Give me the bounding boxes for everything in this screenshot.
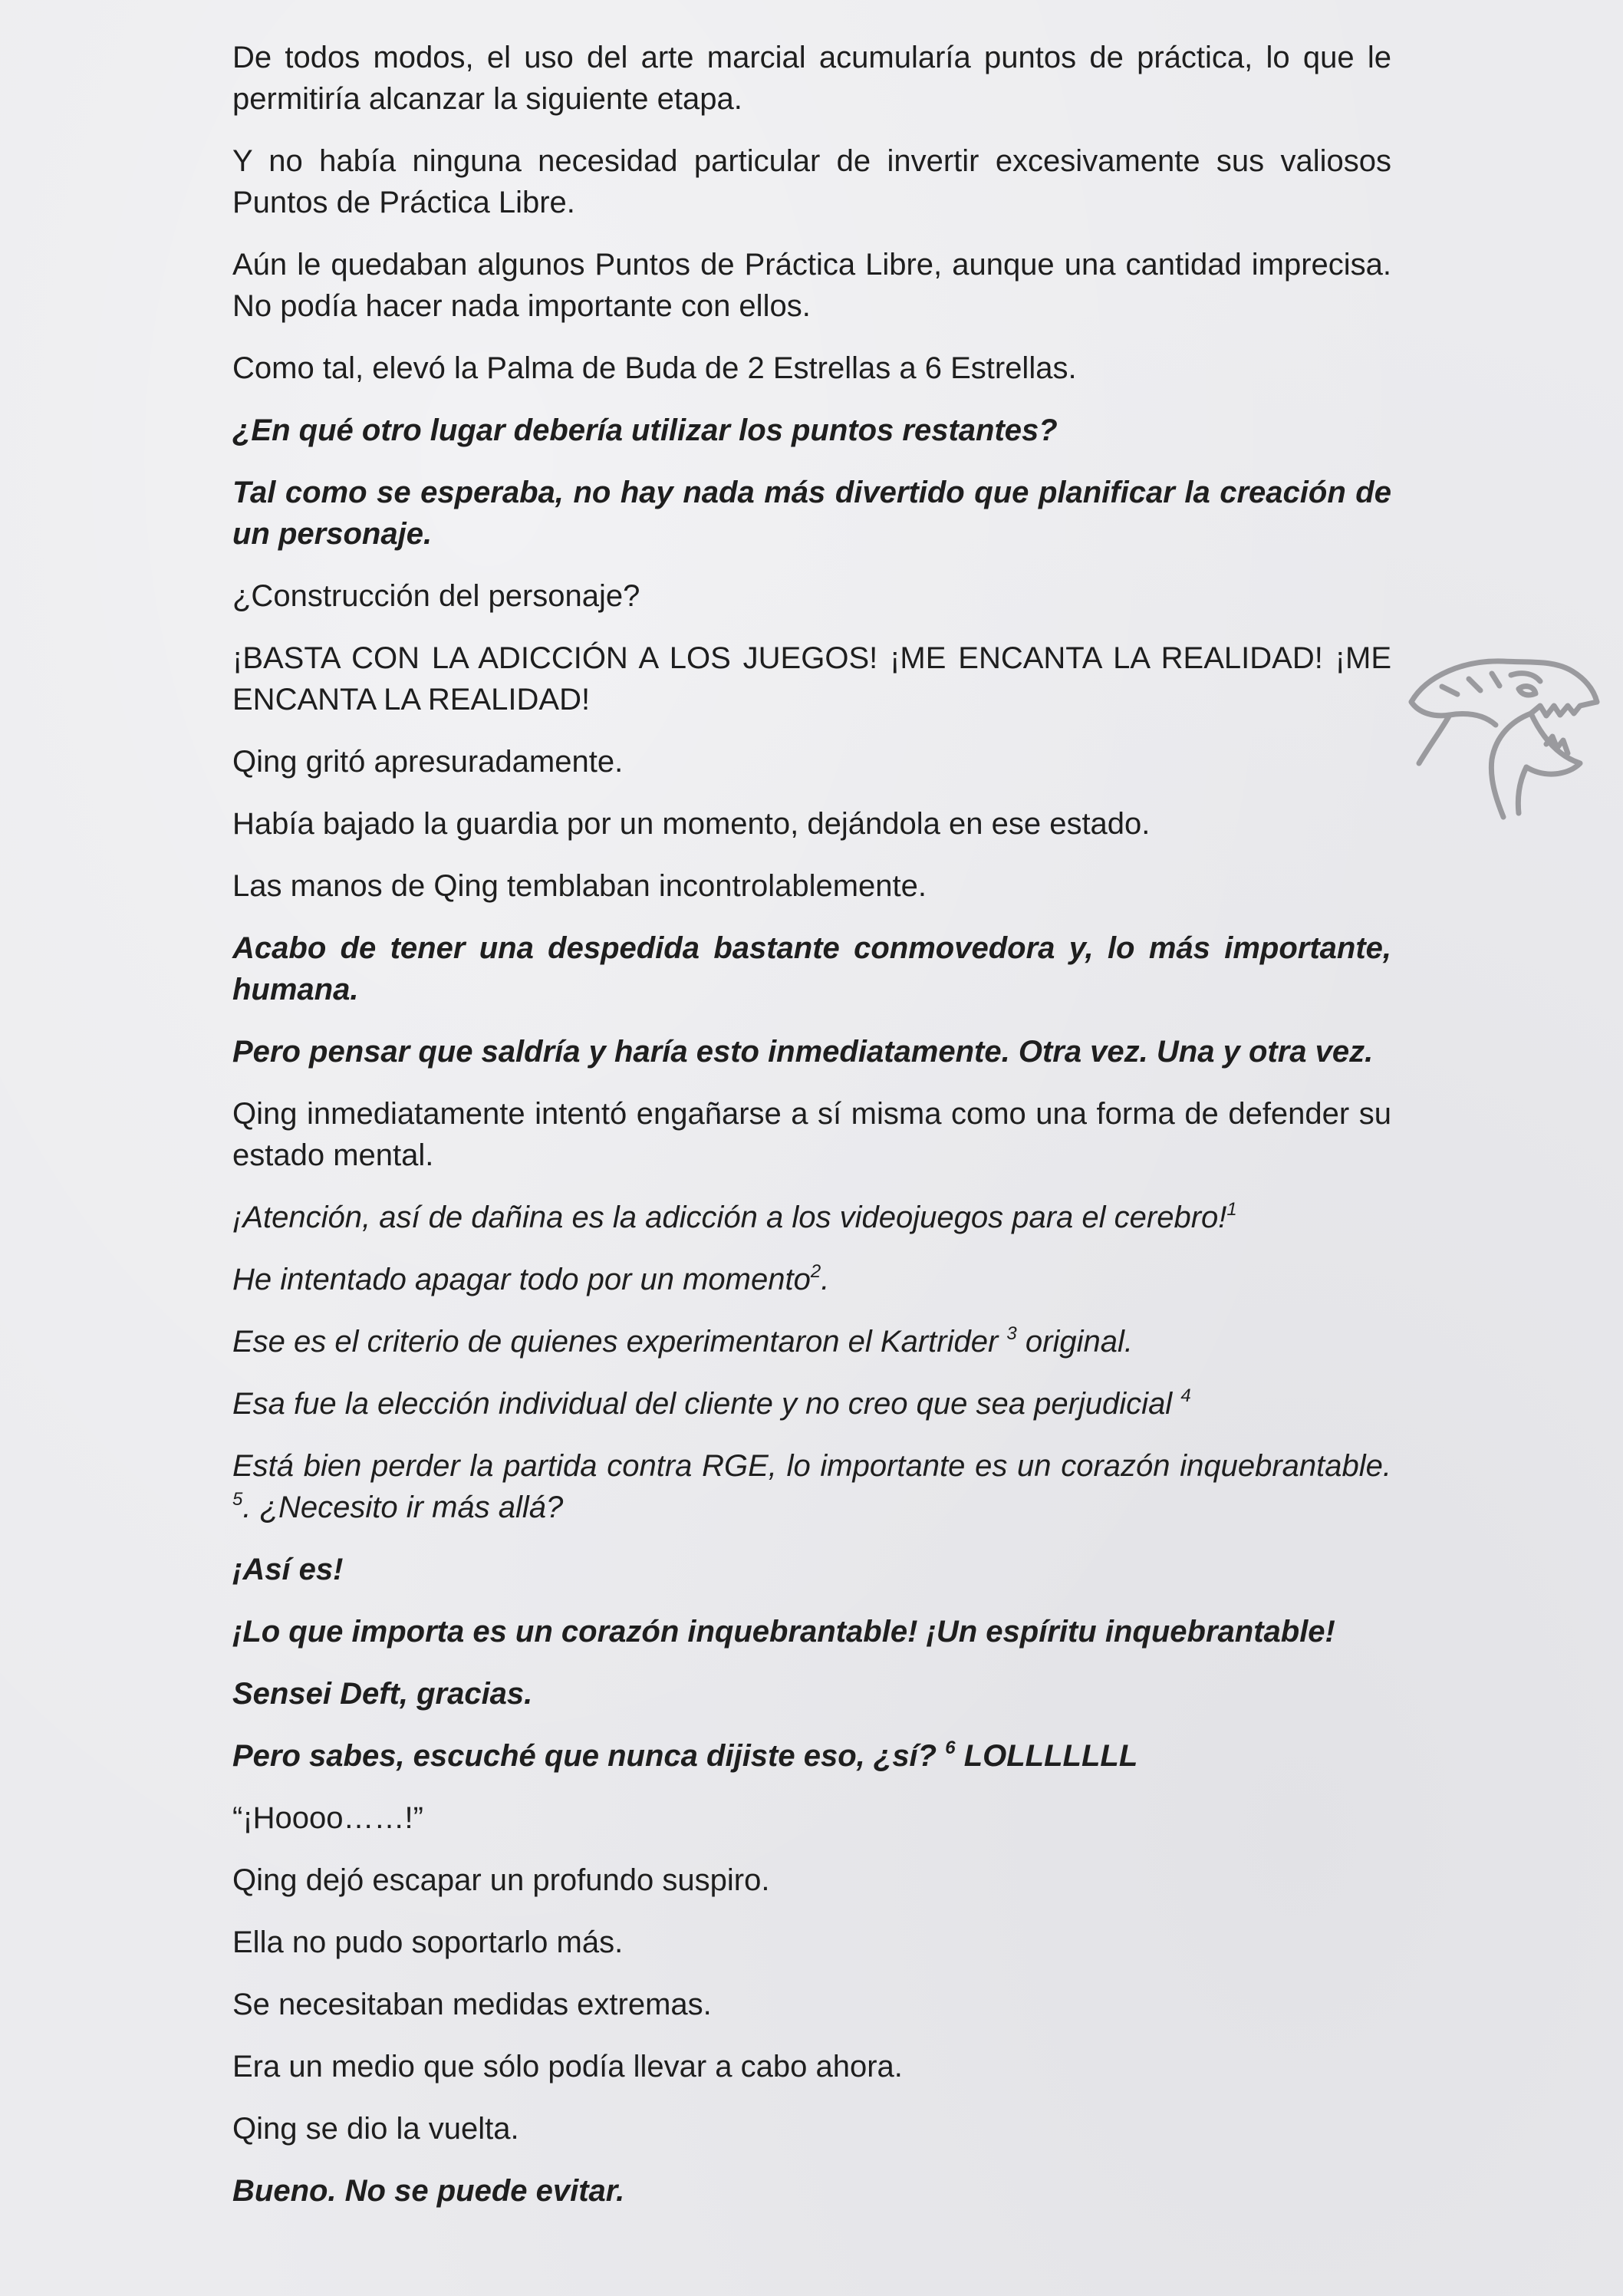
thought-paragraph: Bueno. No se puede evitar. (232, 2174, 625, 2208)
thought-paragraph: ¡Lo que importa es un corazón inquebrantable! ¡Un espíritu inquebrantable! (232, 1615, 1335, 1649)
paragraph-text: He intentado apagar todo por un momento (232, 1263, 811, 1296)
paragraph: Qing se dio la vuelta. (232, 2112, 519, 2146)
thought-paragraph: ¡Así es! (232, 1553, 344, 1586)
footnoted-paragraph-6 (232, 1735, 1391, 1777)
thought-paragraph: Acabo de tener una despedida bastante conmovedora y, lo más importante, humana. (232, 931, 1391, 1006)
footnoted-paragraph-3 (232, 1321, 1391, 1362)
paragraph: Qing inmediatamente intentó engañarse a sí misma como una forma de defender su estado mental. (232, 1097, 1391, 1172)
paragraph: Había bajado la guardia por un momento, dejándola en ese estado. (232, 807, 1151, 841)
paragraph-text: . (821, 1263, 830, 1296)
thought-paragraph: Sensei Deft, gracias. (232, 1677, 533, 1711)
footnote-marker[interactable]: 2 (810, 1261, 821, 1282)
footnoted-paragraph-2 (232, 1259, 1391, 1300)
paragraph-text: Está bien perder la partida contra RGE, lo importante es un corazón inquebrantable. (232, 1449, 1391, 1483)
footnote-marker[interactable]: 6 (945, 1738, 956, 1758)
thought-paragraph: ¿En qué otro lugar debería utilizar los puntos restantes? (232, 413, 1058, 447)
paragraph: Aún le quedaban algunos Puntos de Práctica Libre, aunque una cantidad imprecisa. No podía hacer nada importante con ellos. (232, 248, 1391, 323)
footnote-marker[interactable]: 3 (1006, 1323, 1017, 1344)
paragraph-text: ¡Atención, así de dañina es la adicción a los videojuegos para el cerebro! (232, 1201, 1227, 1234)
paragraph: De todos modos, el uso del arte marcial acumularía puntos de práctica, lo que le permitiría alcanzar la siguiente etapa. (232, 41, 1391, 116)
dialogue-paragraph: “¡Hoooo……!” (232, 1801, 423, 1835)
footnote-marker[interactable]: 4 (1180, 1385, 1191, 1406)
thought-paragraph: Tal como se esperaba, no hay nada más divertido que planificar la creación de un personaje. (232, 476, 1391, 551)
footnote-marker[interactable]: 1 (1226, 1199, 1237, 1220)
paragraph: ¡BASTA CON LA ADICCIÓN A LOS JUEGOS! ¡ME ENCANTA LA REALIDAD! ¡ME ENCANTA LA REALIDAD! (232, 641, 1391, 716)
paragraph-text: original. (1016, 1325, 1133, 1359)
paragraph-text: . ¿Necesito ir más allá? (242, 1491, 564, 1524)
paragraph: ¿Construcción del personaje? (232, 579, 640, 613)
paragraph: Qing dejó escapar un profundo suspiro. (232, 1863, 770, 1897)
paragraph: Las manos de Qing temblaban incontrolablemente. (232, 869, 927, 903)
paragraph-text: LOLLLLLLL (955, 1739, 1138, 1773)
thought-paragraph: Pero pensar que saldría y haría esto inmediatamente. Otra vez. Una y otra vez. (232, 1035, 1374, 1069)
paragraph: Como tal, elevó la Palma de Buda de 2 Estrellas a 6 Estrellas. (232, 351, 1077, 385)
paragraph-text: Esa fue la elección individual del cliente y no creo que sea perjudicial (232, 1387, 1181, 1421)
paragraph-text: Ese es el criterio de quienes experimentaron el Kartrider (232, 1325, 1007, 1359)
footnoted-paragraph-1 (232, 1197, 1391, 1238)
paragraph: Y no había ninguna necesidad particular de invertir excesivamente sus valiosos Puntos de Práctica Libre. (232, 144, 1391, 219)
paragraph: Qing gritó apresuradamente. (232, 745, 624, 779)
paragraph-text: Pero sabes, escuché que nunca dijiste eso, ¿sí? (232, 1739, 946, 1773)
dinosaur-head-icon (1396, 629, 1603, 828)
paragraph: Se necesitaban medidas extremas. (232, 1988, 712, 2021)
footnoted-paragraph-4 (232, 1383, 1391, 1425)
paragraph: Ella no pudo soportarlo más. (232, 1925, 624, 1959)
paragraph: Era un medio que sólo podía llevar a cabo ahora. (232, 2050, 903, 2084)
document-body (232, 37, 1391, 2232)
footnoted-paragraph-5 (232, 1445, 1391, 1528)
footnote-marker[interactable]: 5 (232, 1489, 243, 1510)
